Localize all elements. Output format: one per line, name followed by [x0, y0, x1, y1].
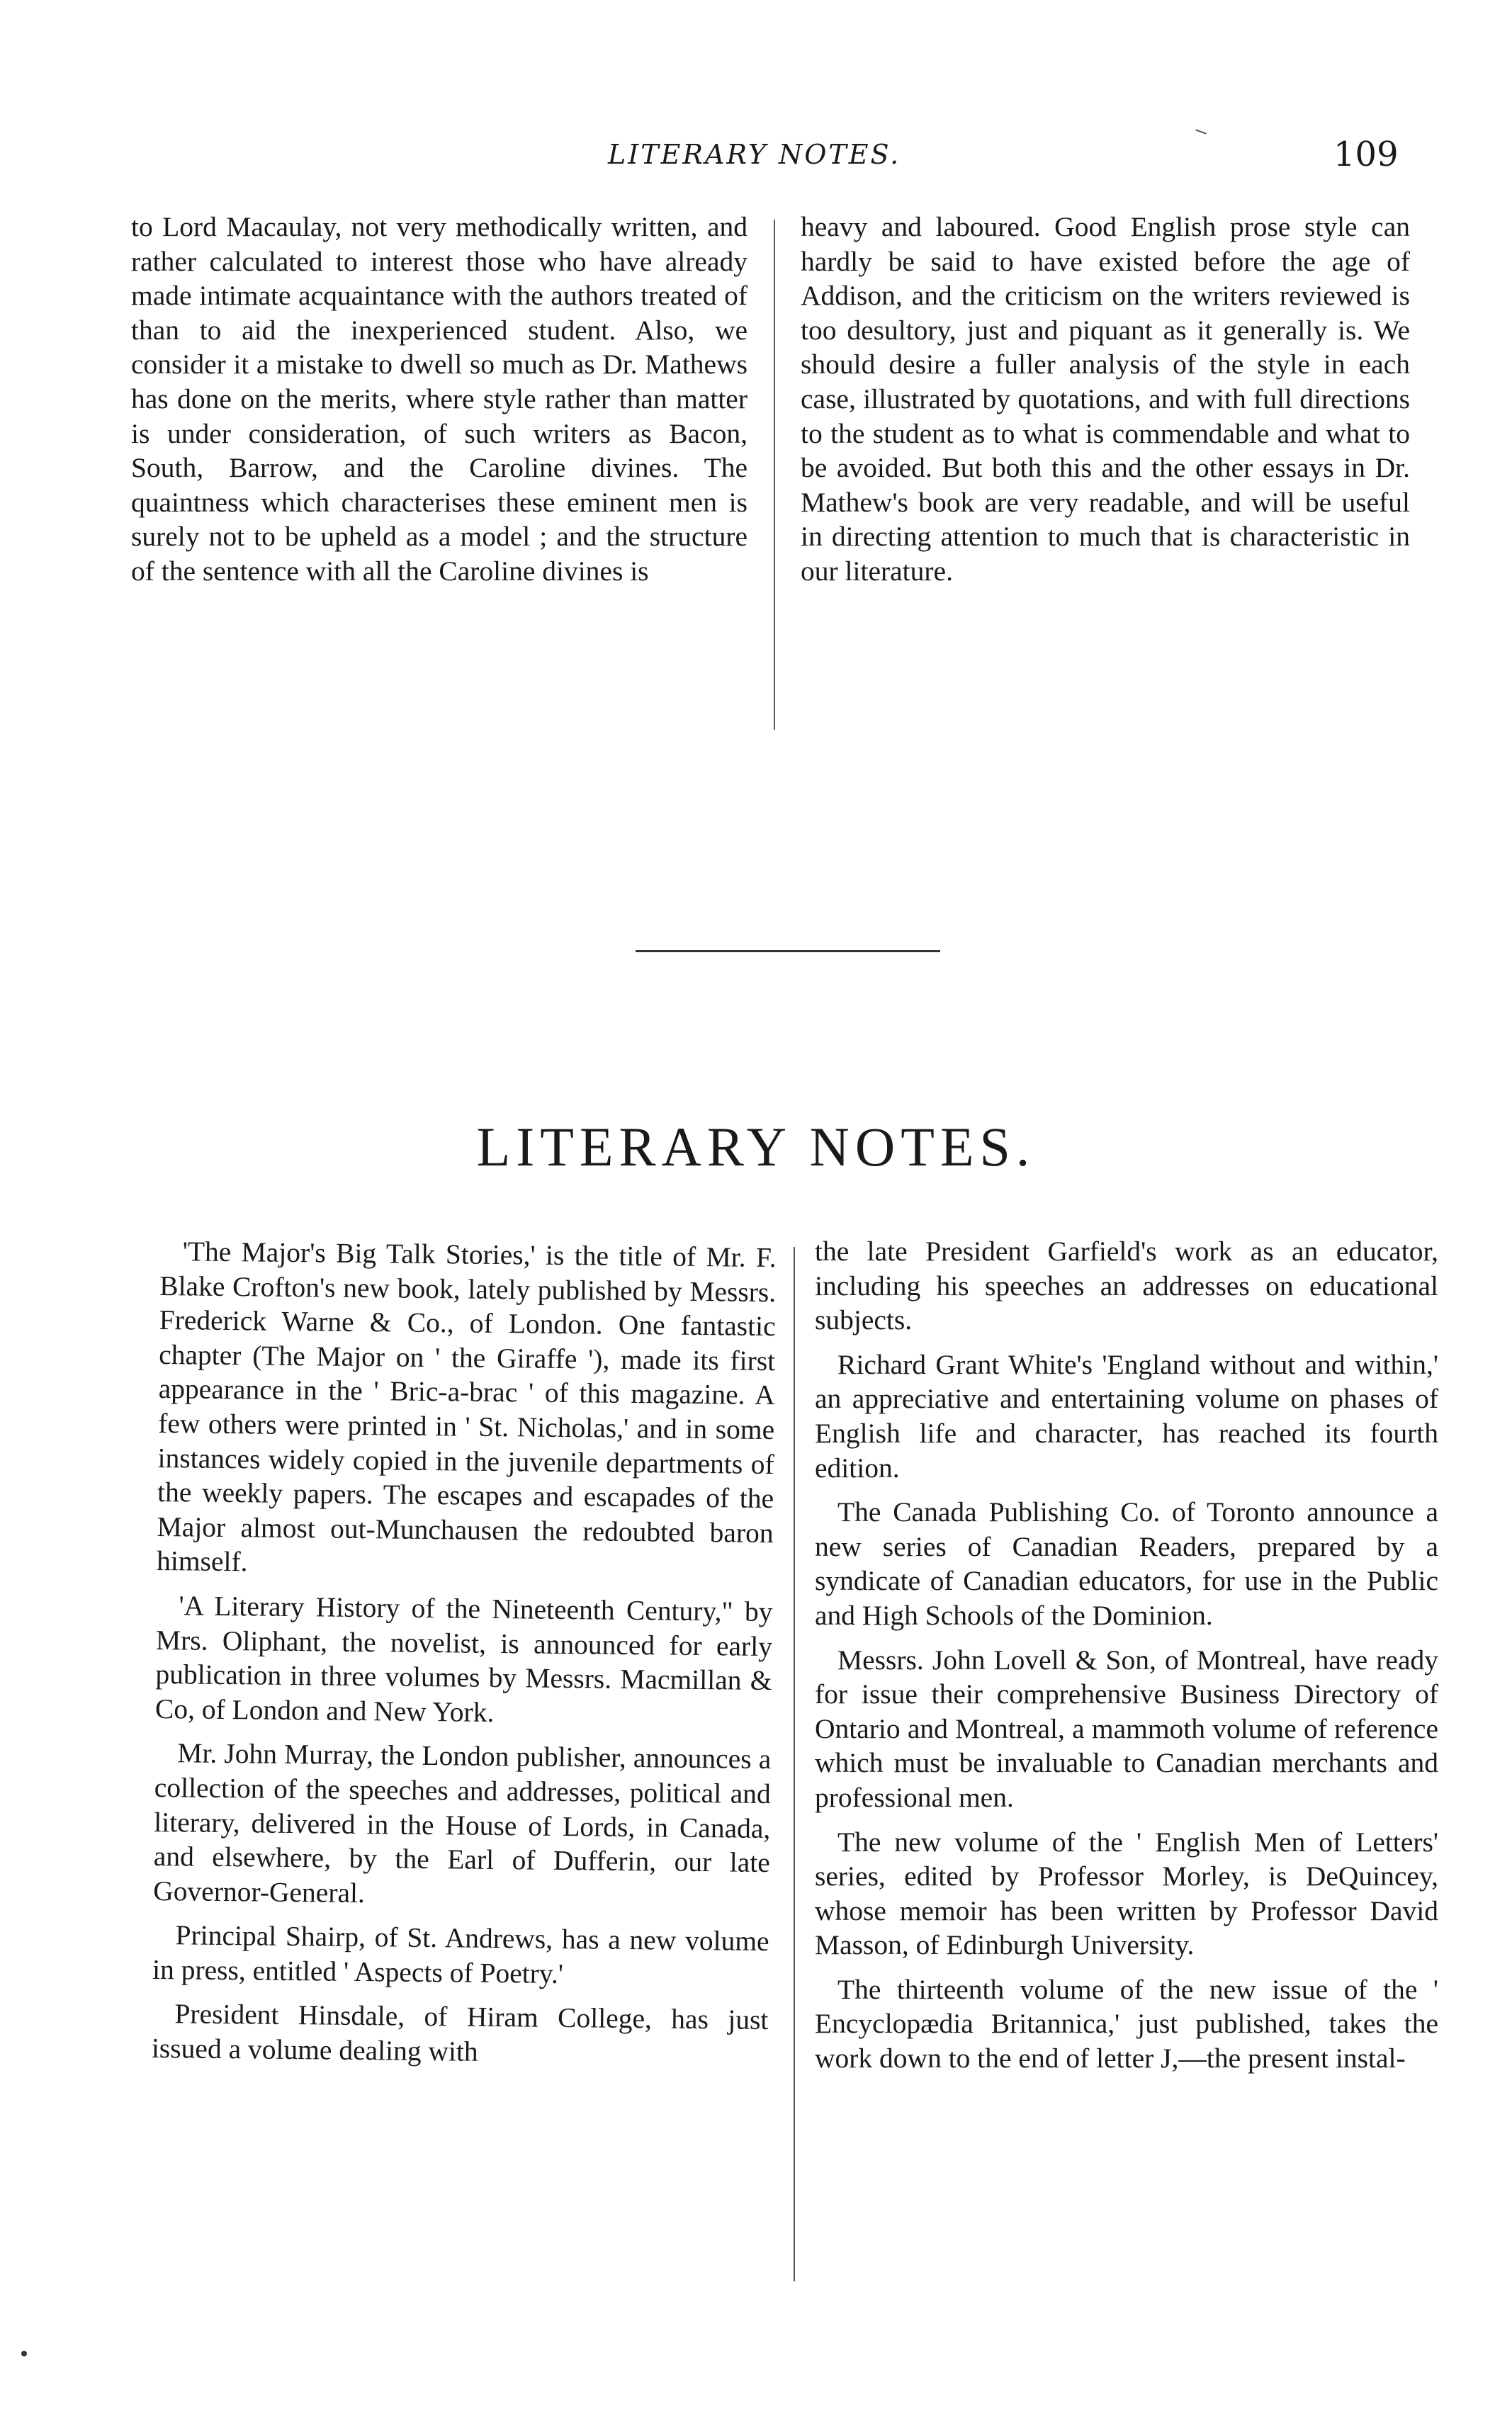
paragraph: 'The Major's Big Talk Stories,' is the title of Mr. F. Blake Crofton's new book, lately published by Messrs. Frederick Warne & Co., of London. One fantastic chapter (The Major on ' the Giraffe '), made its first appearance in the ' Bric-a-brac ' of this magazine. A few others were printed in ' St. Nicholas,' and in some instances widely copied in the juvenile departments of the weekly papers. The escapes and escapades of the Major almost out-Munchausen the redoubted baron himself.: [156, 1236, 777, 1578]
bottom-left-column: [152, 1234, 777, 2072]
paragraph: The Canada Publishing Co. of Toronto announce a new series of Canadian Readers, prepared by a syndicate of Canadian educators, for use in the Public and High Schools of the Dominion.: [815, 1496, 1438, 1631]
paragraph: Principal Shairp, of St. Andrews, has a new volume in press, entitled ' Aspects of Poetry.': [152, 1919, 769, 1989]
paragraph: The new volume of the ' English Men of Letters' series, edited by Professor Morley, is DeQuincey, whose memoir has been written by Professor David Masson, of Edinburgh University.: [815, 1826, 1438, 1961]
column-rule-top: [774, 220, 775, 730]
bottom-right-column: [815, 1234, 1438, 2076]
top-right-column: [801, 210, 1410, 589]
paragraph: The thirteenth volume of the new issue of the ' Encyclopædia Britannica,' just published, takes the work down to the end of letter J,—the present instal-: [815, 1973, 1438, 2074]
stray-mark: [1195, 129, 1207, 134]
paragraph: the late President Garfield's work as an educator, including his speeches an addresses on educational subjects.: [815, 1236, 1438, 1336]
ink-speck: [21, 2351, 27, 2356]
paragraph: heavy and laboured. Good English prose style can hardly be said to have existed before the age of Addison, and the criticism on the writers reviewed is too desultory, just and piquant as it generally is. We should desire a fuller analysis of the style in each case, illustrated by quotations, and with full directions to the student as to what is commendable and what to be avoided. But both this and the other essays in Dr. Mathew's book are very readable, and will be useful in directing attention to much that is characteristic in our literature.: [801, 211, 1410, 587]
paragraph: President Hinsdale, of Hiram College, has just issued a volume dealing with: [151, 1998, 769, 2067]
running-head: LITERARY NOTES.: [608, 139, 901, 170]
section-title: LITERARY NOTES.: [476, 1116, 1036, 1178]
paragraph: 'A Literary History of the Nineteenth Century," by Mrs. Oliphant, the novelist, is announced for early publication in three volumes by Messrs. Macmillan & Co, of London and New York.: [154, 1590, 773, 1728]
paragraph: to Lord Macaulay, not very methodically written, and rather calculated to interest those who have already made intimate acquaintance with the authors treated of than to aid the inexperienced student. Also, we consider it a mistake to dwell so much as Dr. Mathews has done on the merits, where style rather than matter is under consideration, of such writers as Bacon, South, Barrow, and the Caroline divines. The quaintness which characterises these eminent men is surely not to be upheld as a model ; and the structure of the sentence with all the Caroline divines is: [131, 211, 747, 587]
paragraph: Mr. John Murray, the London publisher, announces a collection of the speeches and addresses, political and literary, delivered in the House of Lords, in Canada, and elsewhere, by the Earl of Dufferin, our late Governor-General.: [153, 1737, 772, 1909]
paragraph: Richard Grant White's 'England without and within,' an appreciative and entertaining volume on phases of English life and character, has reached its fourth edition.: [815, 1348, 1438, 1484]
top-left-column: [131, 210, 747, 589]
page-number: 109: [1333, 135, 1399, 174]
column-rule-bottom: [794, 1247, 795, 2281]
paragraph: Messrs. John Lovell & Son, of Montreal, have ready for issue their comprehensive Business Directory of Ontario and Montreal, a mammoth volume of reference which must be invaluable to Canadian merchants and professional men.: [815, 1644, 1438, 1813]
section-divider: [636, 950, 940, 952]
